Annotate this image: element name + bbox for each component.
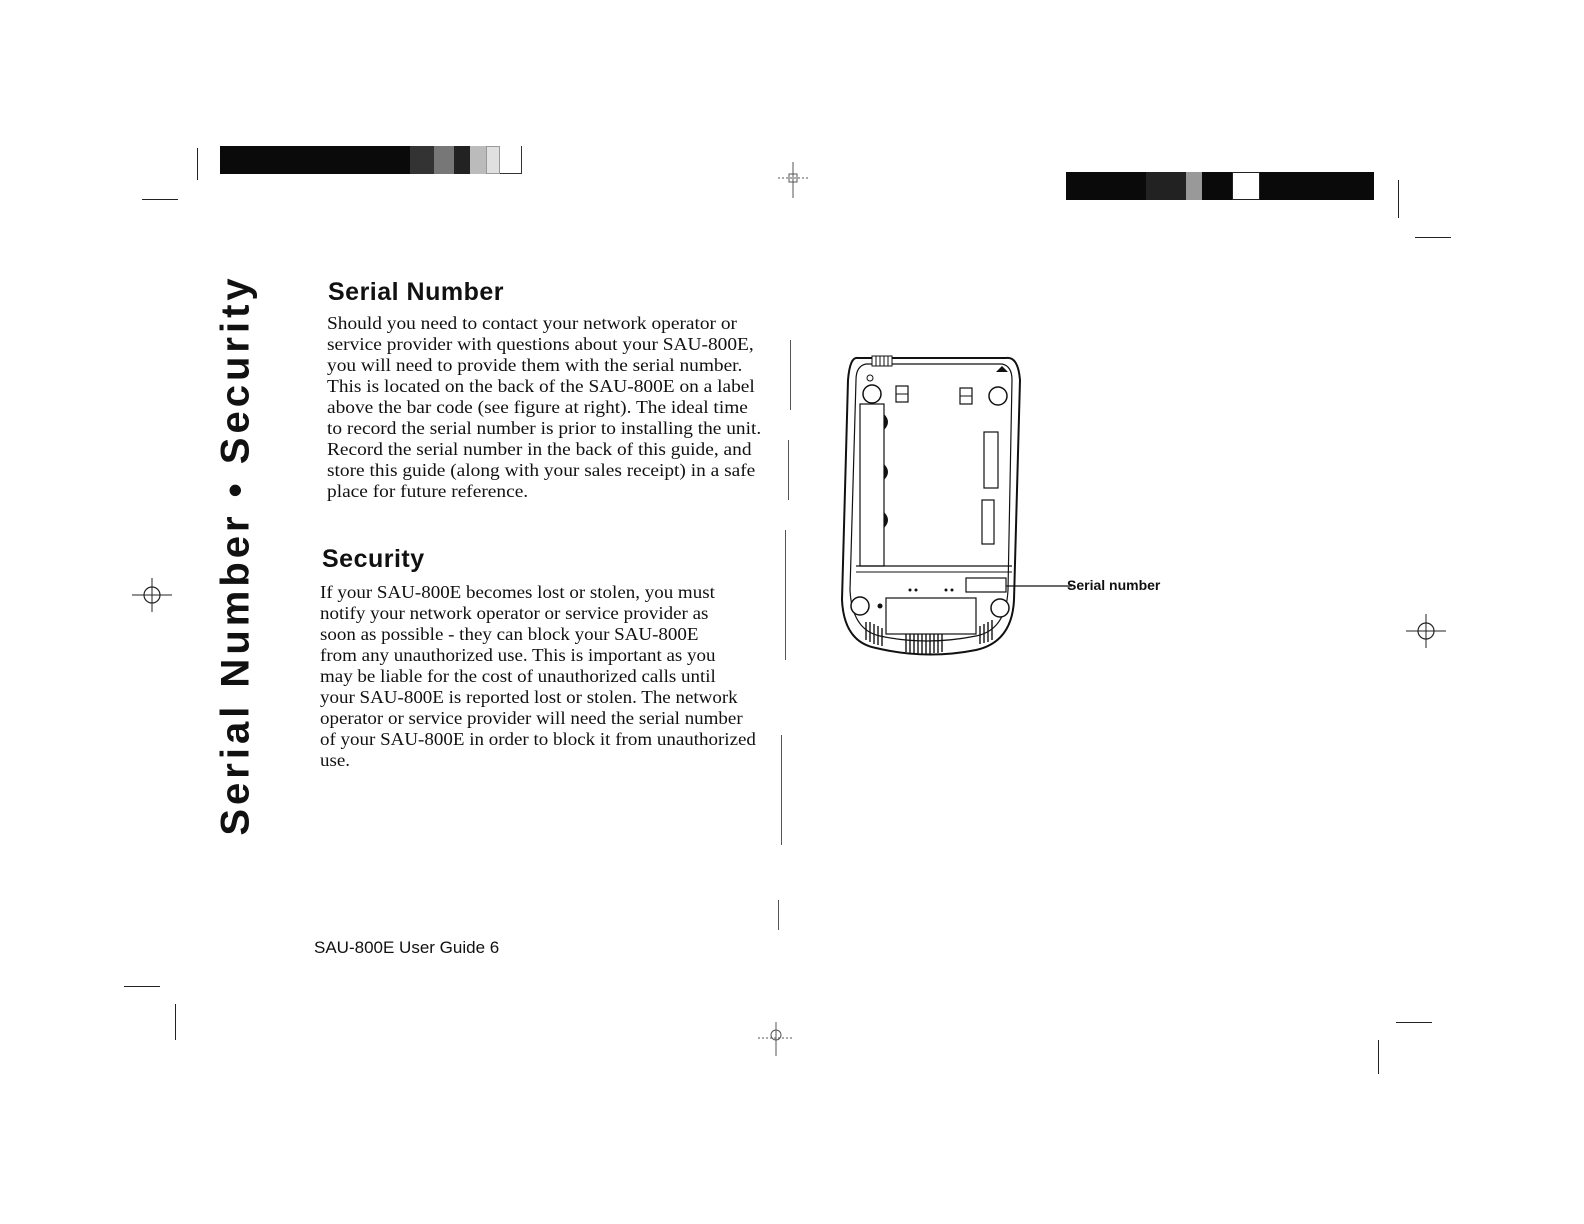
header-bar-right xyxy=(1066,172,1374,200)
fold-line xyxy=(778,900,779,930)
section-heading-serial-number: Serial Number xyxy=(328,278,505,306)
text-line: soon as possible - they can block your SAU-800E xyxy=(320,624,699,644)
text-line: use. xyxy=(320,750,351,770)
text-line: you will need to provide them with the serial number. xyxy=(327,355,743,375)
side-title: Serial Number • Security xyxy=(213,274,258,836)
crop-mark xyxy=(1398,180,1399,218)
text-line: of your SAU-800E in order to block it from unauthorized xyxy=(320,729,756,749)
fold-line xyxy=(790,340,791,410)
header-bar-left xyxy=(220,146,530,174)
text-line: If your SAU-800E becomes lost or stolen, you must xyxy=(320,582,715,602)
text-line: operator or service provider will need the serial number xyxy=(320,708,743,728)
section-body-serial-number xyxy=(327,313,761,502)
registration-target-icon xyxy=(776,160,810,200)
registration-target-icon xyxy=(1406,614,1446,648)
figure-label-serial-number: Serial number xyxy=(1067,577,1161,593)
device-back-illustration xyxy=(836,350,1072,662)
registration-target-icon xyxy=(756,1020,796,1058)
text-line: notify your network operator or service provider as xyxy=(320,603,709,623)
crop-mark xyxy=(197,148,198,180)
section-body-security xyxy=(320,582,756,771)
section-heading-security: Security xyxy=(322,545,425,573)
text-line: to record the serial number is prior to installing the unit. xyxy=(327,418,762,438)
crop-mark xyxy=(124,986,160,987)
page-footer: SAU-800E User Guide 6 xyxy=(314,938,500,957)
crop-mark xyxy=(1396,1022,1432,1023)
crop-mark xyxy=(1415,237,1451,238)
text-line: Should you need to contact your network operator or xyxy=(327,313,738,333)
text-line: This is located on the back of the SAU-800E on a label xyxy=(327,376,755,396)
text-line: from any unauthorized use. This is important as you xyxy=(320,645,716,665)
text-line: Record the serial number in the back of this guide, and xyxy=(327,439,752,459)
crop-mark xyxy=(175,1004,176,1040)
text-line: may be liable for the cost of unauthorized calls until xyxy=(320,666,716,686)
text-line: service provider with questions about your SAU-800E, xyxy=(327,334,754,354)
text-line: above the bar code (see figure at right). The ideal time xyxy=(327,397,748,417)
text-line: place for future reference. xyxy=(327,481,529,501)
fold-line xyxy=(785,530,786,660)
fold-line xyxy=(788,440,789,500)
crop-mark xyxy=(1378,1040,1379,1074)
text-line: store this guide (along with your sales receipt) in a safe xyxy=(327,460,756,480)
crop-mark xyxy=(142,199,178,200)
text-line: your SAU-800E is reported lost or stolen. The network xyxy=(320,687,738,707)
registration-target-icon xyxy=(132,578,172,612)
fold-line xyxy=(781,735,782,845)
